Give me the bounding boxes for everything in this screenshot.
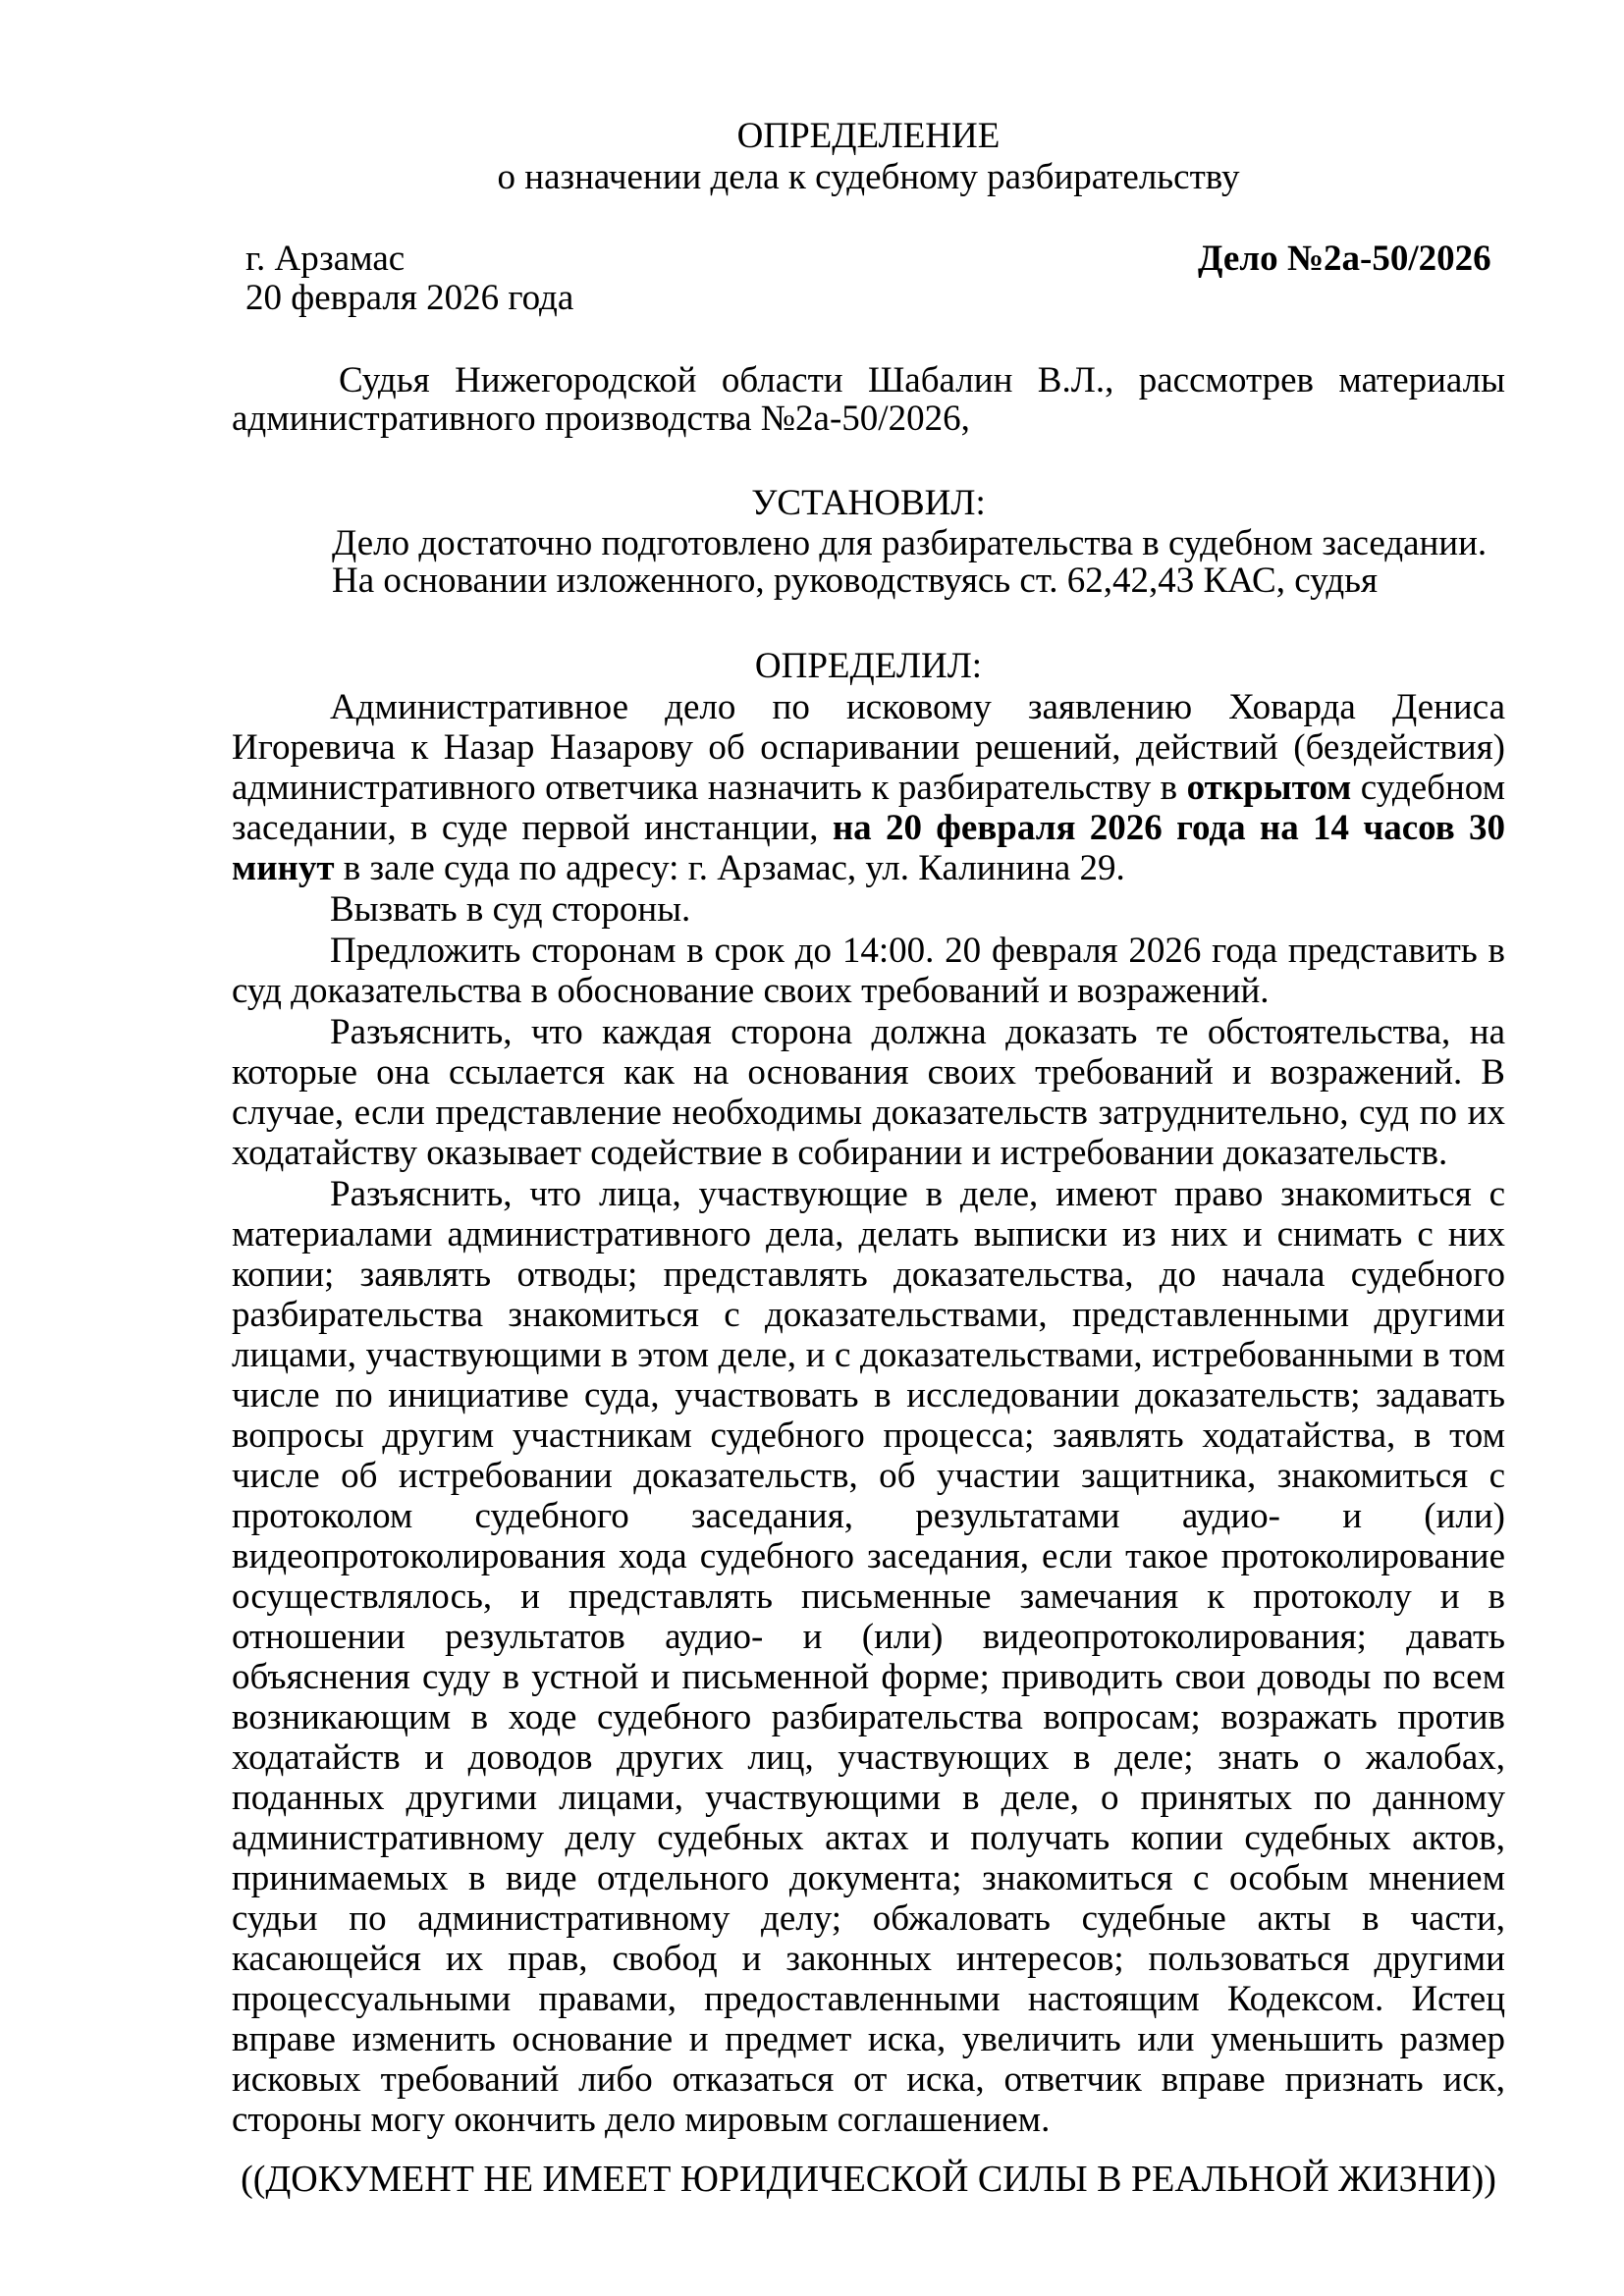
hearing-datetime-bold: на 20 февраля 2026 года на 14 часов 30 минут [232, 808, 1505, 888]
document-place: г. Арзамас [245, 239, 406, 279]
disclaimer-footer: ((ДОКУМЕНТ НЕ ИМЕЕТ ЮРИДИЧЕСКОЙ СИЛЫ В РЕАЛЬНОЙ ЖИЗНИ)) [241, 2159, 1496, 2200]
document-title: ОПРЕДЕЛЕНИЕ [736, 116, 1001, 156]
intro-paragraph: Судья Нижегородской области Шабалин В.Л., рассмотрев материалы административного производства №2а-50/2026, [232, 360, 1505, 439]
decided-heading: ОПРЕДЕЛИЛ: [754, 646, 983, 686]
decided-section [232, 687, 1505, 2141]
decided-paragraph-rights: Разъяснить, что лица, участвующие в деле, имеют право знакомиться с материалами административного дела, делать выписки из них и снимать с них копии; заявлять отводы; представлять доказательства, до начала судебного разбирательства знакомиться с доказательствами, представленными другими лицами, участвующими в этом деле, и с доказательствами, истребованными в том числе по инициативе суда, участвовать в исследовании доказательств; задавать вопросы другим участникам судебного процесса; заявлять ходатайства, в том числе об истребовании доказательств, об участии защитника, знакомиться с протоколом судебного заседания, результатами аудио- и (или) видеопротоколирования хода судебного заседания, если такое протоколирование осуществлялось, и представлять письменные замечания к протоколу и в отношении результатов аудио- и (или) видеопротоколирования; давать объяснения суду в устной и письменной форме; приводить свои доводы по всем возникающим в ходе судебного разбирательства вопросам; возражать против ходатайств и доводов других лиц, участвующих в деле; знать о жалобах, поданных другими лицами, участвующими в деле, о принятых по данному административному делу судебных актах и получать копии судебных актов, принимаемых в виде отдельного документа; знакомиться с особым мнением судьи по административному делу; обжаловать судебные акты в части, касающейся их прав, свобод и законных интересов; пользоваться другими процессуальными правами, предоставленными настоящим Кодексом. Истец вправе изменить основание и предмет иска, увеличить или уменьшить размер исковых требований либо отказаться от иска, ответчик вправе признать иск, стороны могу окончить дело мировым соглашением. [232, 1174, 1505, 2140]
established-paragraph: На основании изложенного, руководствуясь ст. 62,42,43 КАС, судья [332, 561, 1379, 601]
hearing-type-bold: открытом [1186, 768, 1352, 808]
decided-paragraph-hearing [232, 687, 1505, 888]
document-subtitle: о назначении дела к судебному разбирательству [497, 157, 1240, 197]
intro-section [232, 361, 1505, 438]
decided-paragraph-evidence: Предложить сторонам в срок до 14:00. 20 февраля 2026 года представить в суд доказательства в обоснование своих требований и возражений. [232, 931, 1505, 1011]
decided-paragraph-summon: Вызвать в суд стороны. [330, 889, 691, 930]
established-section [232, 525, 1505, 600]
hearing-text: в зале суда по адресу: г. Арзамас, ул. Калинина 29. [334, 848, 1125, 888]
established-heading: УСТАНОВИЛ: [751, 483, 986, 523]
hearing-text: Административное дело по исковому заявлению Ховарда Дениса Игоревича к Назар Назарову об оспаривании решений, действий (бездействия) административного ответчика назначить к разбирательству в [232, 687, 1505, 808]
document-date: 20 февраля 2026 года [245, 278, 574, 318]
case-number: Дело №2а-50/2026 [1198, 239, 1491, 279]
established-paragraph: Дело достаточно подготовлено для разбирательства в судебном заседании. [332, 523, 1488, 563]
decided-paragraph-burden: Разъяснить, что каждая сторона должна доказать те обстоятельства, на которые она ссылается как на основания своих требований и возражений. В случае, если представление необходимы доказательств затруднительно, суд по их ходатайству оказывает содействие в собирании и истребовании доказательств. [232, 1012, 1505, 1173]
hearing-text: судебном заседании, в суде первой инстанции, [232, 768, 1505, 848]
